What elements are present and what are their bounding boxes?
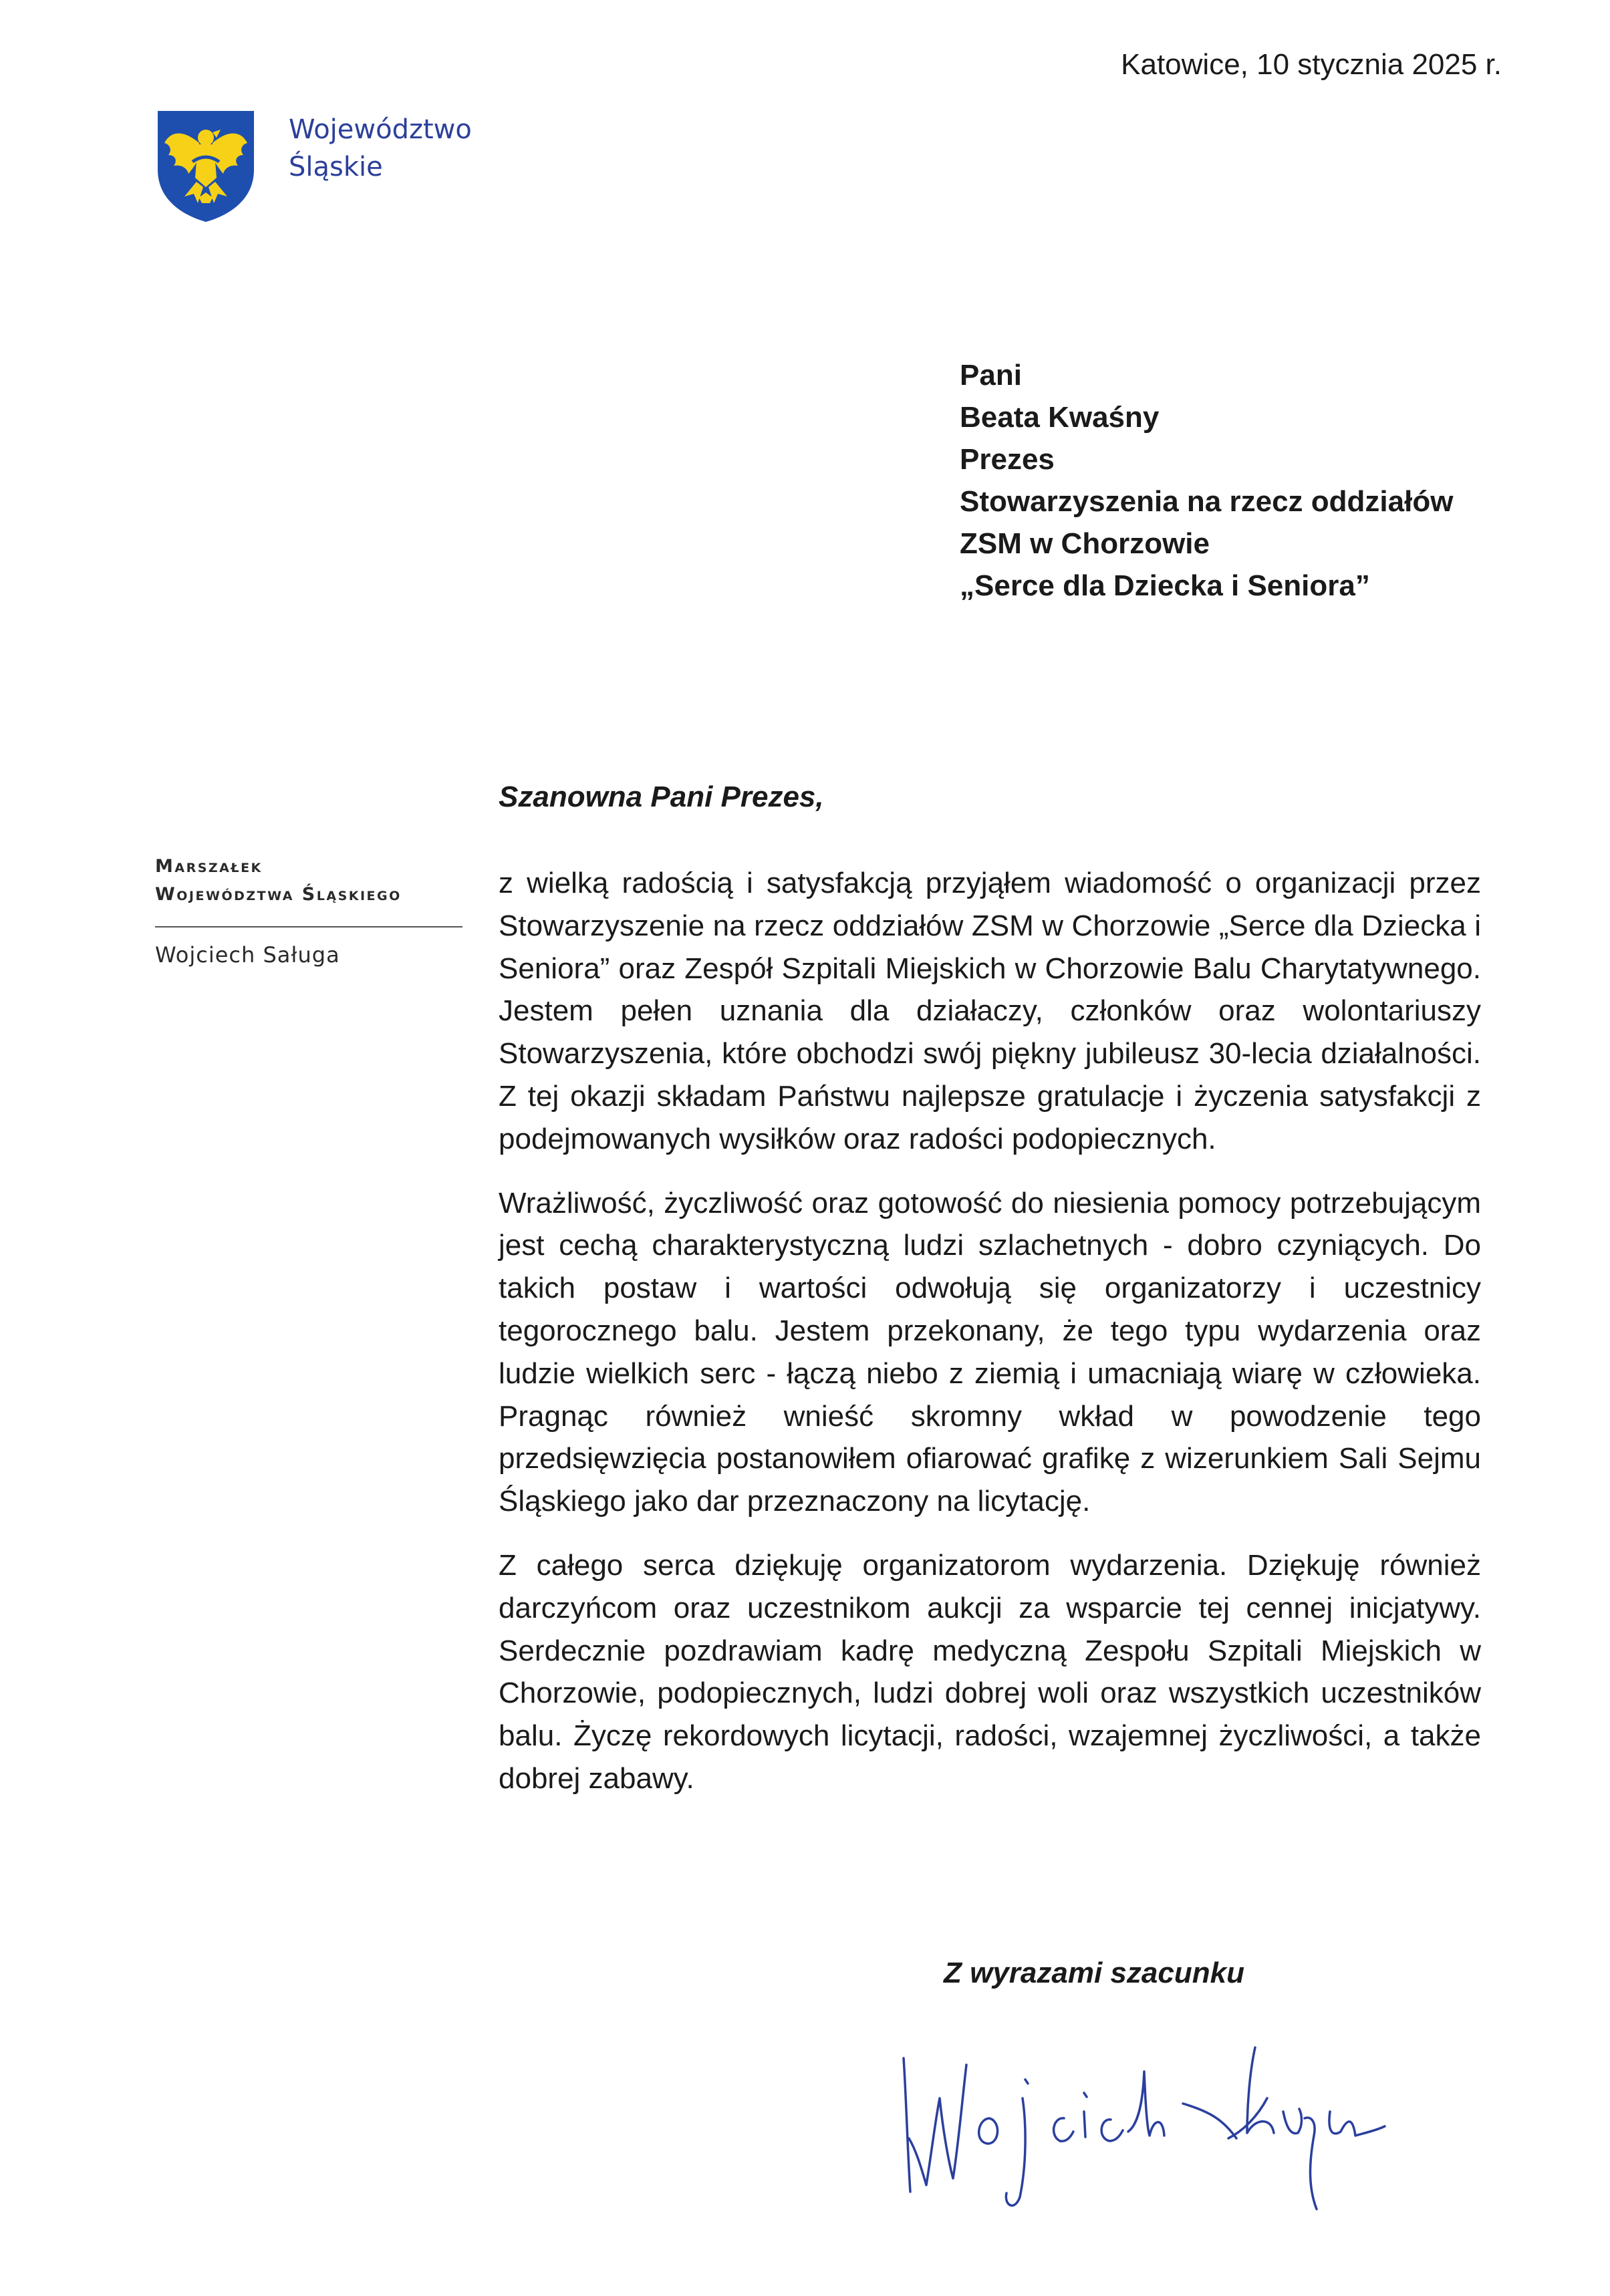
silesia-coat-of-arms-logo bbox=[155, 108, 257, 223]
letter-greeting: Szanowna Pani Prezes, bbox=[499, 780, 824, 813]
body-paragraph-1: z wielką radością i satysfakcją przyjąłem wiadomość o organizacji przez Stowarzyszenie na rzecz oddziałów ZSM w Chorzowie „Serce dla Dziecka i Seniora” oraz Zespół Szpitali Miejskich w Chorzowie Balu Charytatywnego. Jestem pełen uznania dla działaczy, członków oraz wolontariuszy Stowarzyszenia, które obchodzi swój piękny jubileusz 30-lecia działalności. Z tej okazji składam Państwu najlepsze gratulacje i życzenia satysfakcji z podejmowanych wysiłków oraz radości podopiecznych. bbox=[499, 867, 1481, 1155]
recipient-name: Beata Kwaśny bbox=[960, 401, 1160, 434]
sidebar-divider bbox=[155, 926, 462, 927]
sender-sidebar bbox=[155, 853, 462, 968]
body-paragraph-2: Wrażliwość, życzliwość oraz gotowość do niesienia pomocy potrzebującym jest cechą charakterystyczną ludzi szlachetnych - dobro czyniących. Do takich postaw i wartości odwołują się organizatorzy i uczestnicy tegorocznego balu. Jestem przekonany, że tego typu wydarzenia oraz ludzie wielkich serc - łączą niebo z ziemią i umacniają wiarę w człowieka. Pragnąc również wnieść skromny wkład w powodzenie tego przedsięwzięcia postanowiłem ofiarować grafikę z wizerunkiem Sali Sejmu Śląskiego jako dar przeznaczony na licytację. bbox=[499, 1186, 1481, 1518]
letter-body bbox=[499, 862, 1481, 1822]
recipient-address bbox=[960, 354, 1453, 607]
place-date: Katowice, 10 stycznia 2025 r. bbox=[1121, 48, 1502, 81]
letter-closing: Z wyrazami szacunku bbox=[944, 1957, 1244, 1989]
recipient-organization-line-3: „Serce dla Dziecka i Seniora” bbox=[960, 569, 1370, 602]
recipient-organization-line-2: ZSM w Chorzowie bbox=[960, 527, 1210, 560]
sender-title-line-1: Marszałek bbox=[155, 856, 263, 877]
sender-title-line-2: Województwa Śląskiego bbox=[155, 884, 402, 905]
handwritten-signature bbox=[889, 2018, 1397, 2218]
sender-name: Wojciech Saługa bbox=[155, 942, 340, 968]
org-name-line-2: Śląskie bbox=[289, 152, 383, 182]
organization-name bbox=[289, 111, 472, 186]
recipient-organization-line-1: Stowarzyszenia na rzecz oddziałów bbox=[960, 485, 1454, 518]
body-paragraph-3: Z całego serca dziękuję organizatorom wydarzenia. Dziękuję również darczyńcom oraz uczestnikom aukcji za wsparcie tej cennej inicjatywy. Serdecznie pozdrawiam kadrę medyczną Zespołu Szpitali Miejskich w Chorzowie, podopiecznych, ludzi dobrej woli oraz wszystkich uczestników balu. Życzę rekordowych licytacji, radości, wzajemnej życzliwości, a także dobrej zabawy. bbox=[499, 1548, 1481, 1795]
org-name-line-1: Województwo bbox=[289, 114, 472, 145]
recipient-salutation: Pani bbox=[960, 359, 1022, 392]
recipient-title: Prezes bbox=[960, 443, 1055, 476]
